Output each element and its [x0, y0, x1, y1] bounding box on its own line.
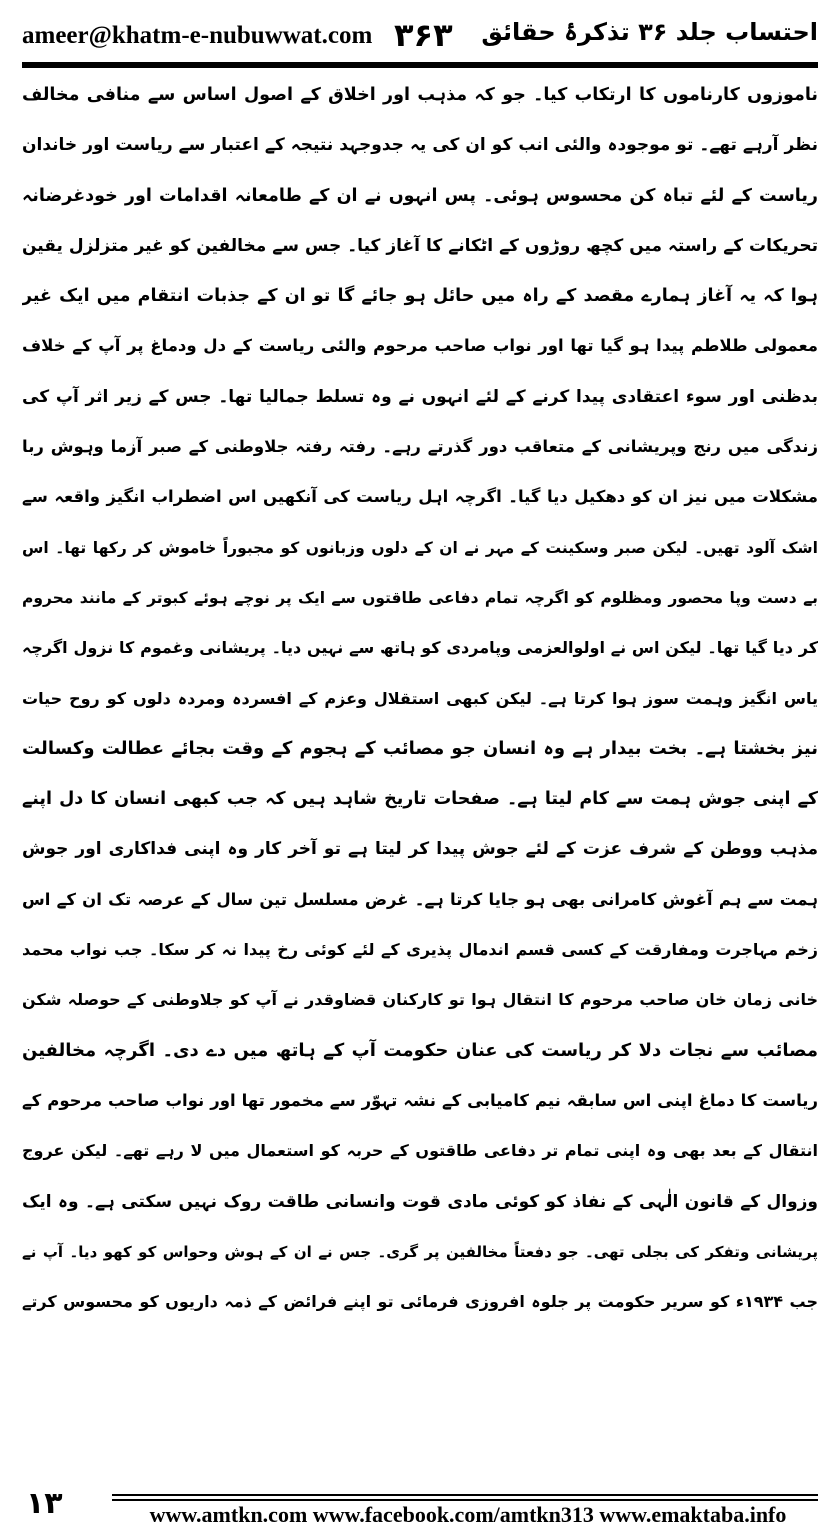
header-page-number: ۳۶۳ — [394, 16, 453, 54]
text-line: مصائب سے نجات دلا کر ریاست کی عنان حکومت آپ کے ہاتھ میں دے دی۔ اگرچہ مخالفین — [22, 1039, 818, 1061]
page-header — [22, 8, 818, 58]
text-line: نظر آرہے تھے۔ تو موجودہ والئی انب کو ان کی یہ جدوجہد نتیجہ کے اعتبار سے ریاست اور خاندان — [22, 135, 818, 156]
text-line: انتقال کے بعد بھی وہ اپنی تمام تر دفاعی طاقتوں کے حربہ کو استعمال میں لا رہے تھے۔ لیکن عروج — [22, 1141, 818, 1161]
text-line: معمولی طلاطم پیدا ہو گیا تھا اور نواب صاحب مرحوم والئی ریاست کے دل ودماغ پر آپ کے خلاف — [22, 336, 818, 356]
footer-page-number: ۱۳ — [26, 1486, 63, 1521]
text-line: مذہب ووطن کے شرف عزت کے لئے جوش پیدا کر لیتا ہے تو آخر کار وہ اپنی فداکاری اور جوش — [22, 839, 818, 860]
text-line: مشکلات میں نیز ان کو دھکیل دیا گیا۔ اگرچہ اہل ریاست کی آنکھیں اس اضطراب انگیز واقعہ سے — [22, 487, 818, 507]
text-line: تحریکات کے راستہ میں کچھ روڑوں کے اٹکانے کا آغاز کیا۔ جس سے مخالفین کو غیر متزلزل یقین — [22, 235, 818, 256]
text-line: خانی زمان خان صاحب مرحوم کا انتقال ہوا تو کارکنان قضاوقدر نے آپ کو جلاوطنی کے حوصلہ شکن — [22, 990, 818, 1010]
text-line: اشک آلود تھیں۔ لیکن صبر وسکینت کے مہر نے ان کے دلوں وزبانوں کو مجبوراً خاموش کر رکھا تھا۔ اس — [22, 538, 818, 557]
text-line: بدظنی اور سوء اعتقادی پیدا کرنے کے لئے انہوں نے وہ تسلط جمالیا تھا۔ جس کے زیر اثر آپ کی — [22, 386, 818, 407]
header-book-title: احتساب جلد ۳۶ تذکرۂ حقائق — [481, 18, 818, 46]
text-line: ریاست کے لئے تباہ کن محسوس ہوئی۔ پس انہوں نے ان کے طامعانہ اقدامات اور خودغرضانہ — [22, 185, 818, 206]
text-line: زخم مہاجرت ومفارقت کے کسی قسم اندمال پذیری کے لئے کوئی رخ پیدا نہ کر سکا۔ جب نواب محمد — [22, 940, 818, 960]
text-line: یاس انگیز وہمت سوز ہوا کرتا ہے۔ لیکن کبھی استقلال وعزم کے افسردہ ومردہ دلوں کو روح حیات — [22, 688, 818, 708]
text-line: ہمت سے ہم آغوش کامرانی بھی ہو جایا کرتا ہے۔ غرض مسلسل تین سال کے عرصہ تک ان کے اس — [22, 889, 818, 909]
text-line: زندگی میں رنج وپریشانی کے متعاقب دور گذرتے رہے۔ رفتہ رفتہ جلاوطنی کے صبر آزما وہوش ربا — [22, 437, 818, 457]
footer-rule — [112, 1499, 818, 1501]
body-text — [22, 70, 818, 1327]
text-line: پریشانی وتفکر کی بجلی تھی۔ جو دفعتاً مخالفین پر گری۔ جس نے ان کے ہوش وحواس کو کھو دیا۔ آپ نے — [22, 1242, 818, 1261]
header-rule — [22, 62, 818, 68]
page-footer — [22, 1486, 818, 1534]
text-line: بے دست وپا محصور ومظلوم کو اگرچہ تمام دفاعی طاقتوں سے ایک پر نوچے ہوئے کبوتر کے مانند محروم — [22, 588, 818, 607]
text-line: ہوا کہ یہ آغاز ہمارے مقصد کے راہ میں حائل ہو جائے گا تو ان کے جذبات انتقام میں ایک غیر — [22, 286, 818, 307]
text-line: ریاست کا دماغ اپنی اس سابقہ نیم کامیابی کے نشہ تہوّر سے مخمور تھا اور نواب صاحب مرحوم کے — [22, 1090, 818, 1110]
header-email: ameer@khatm-e-nubuwwat.com — [22, 22, 373, 49]
text-line: نیز بخشتا ہے۔ بخت بیدار ہے وہ انسان جو مصائب کے ہجوم کے وقت بجائے عطالت وکسالت — [22, 737, 818, 759]
text-line: ناموزوں کارناموں کا ارتکاب کیا۔ جو کہ مذہب اور اخلاق کے اصول اساس سے منافی مخالف — [22, 85, 818, 105]
footer-links[interactable]: www.amtkn.com www.facebook.com/amtkn313 www.emaktaba.info — [149, 1502, 787, 1527]
text-line: کے اپنی جوش ہمت سے کام لیتا ہے۔ صفحات تاریخ شاہد ہیں کہ جب کبھی انسان کا دل اپنے — [22, 789, 818, 810]
footer-rule — [112, 1494, 818, 1496]
text-line: جب ۱۹۳۴ء کو سریر حکومت پر جلوہ افروزی فرمائی تو اپنے فرائض کے ذمہ داریوں کو محسوس کرتے — [22, 1292, 818, 1312]
text-line: کر دیا گیا تھا۔ لیکن اس نے اولوالعزمی وپامردی کو ہاتھ سے نہیں دیا۔ پریشانی وغموم کا نزول اگرچہ — [22, 638, 818, 658]
text-line: وزوال کے قانون الٰہی کے نفاذ کو کوئی مادی قوت وانسانی طاقت روک نہیں سکتی ہے۔ وہ ایک — [22, 1191, 818, 1212]
